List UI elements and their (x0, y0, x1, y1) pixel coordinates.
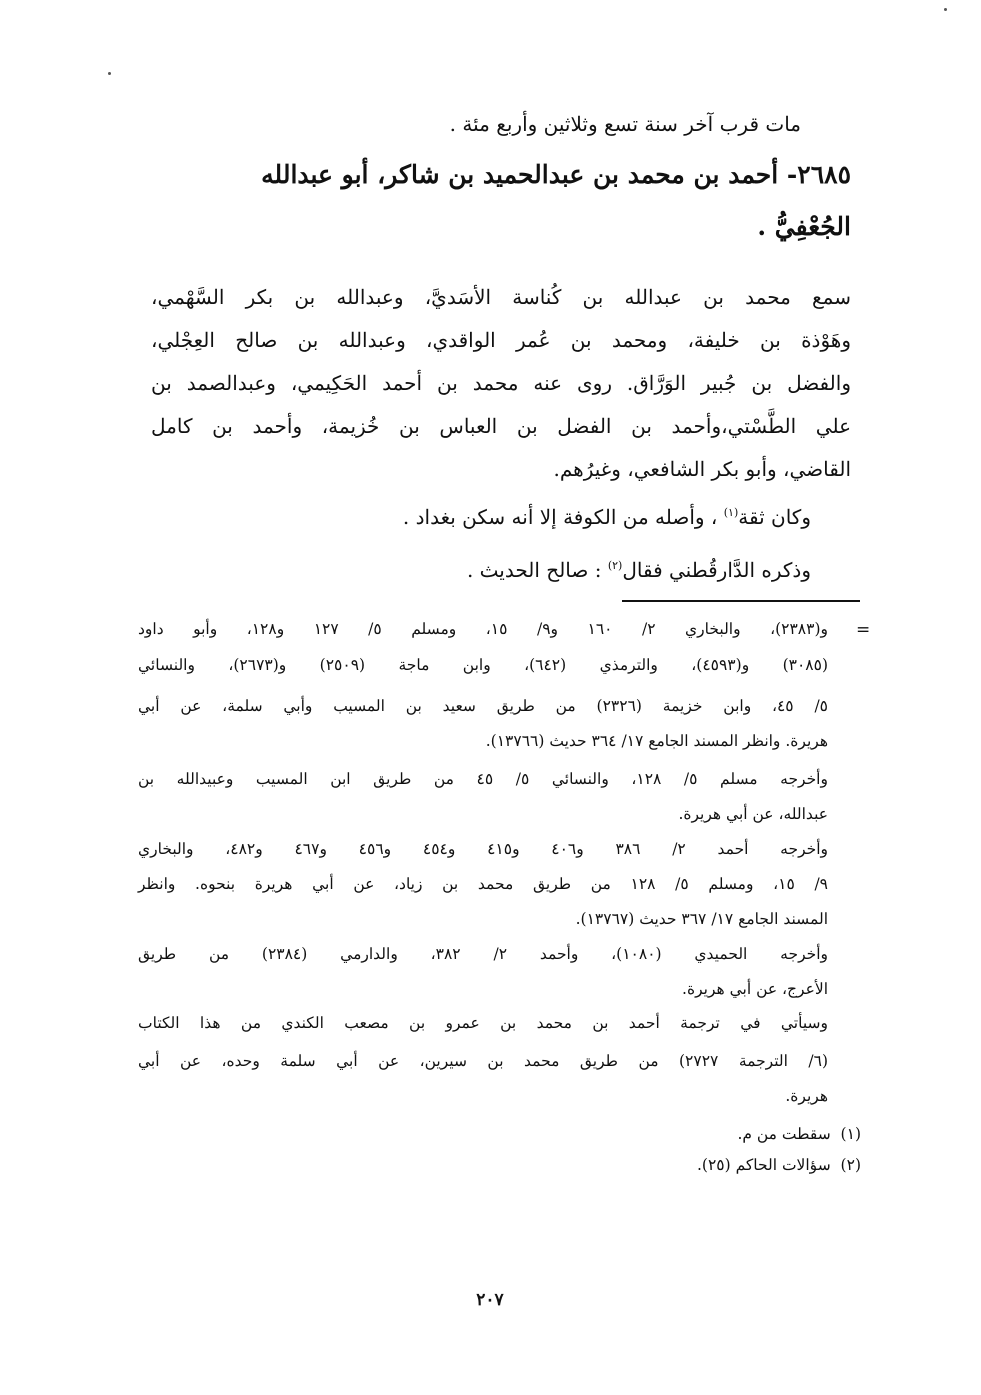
note-2 (697, 1156, 861, 1174)
daraqutni-line (467, 558, 811, 582)
footnote-line: هريرة. وانظر المسند الجامع ١٧/ ٣٦٤ حديث (١٣٧٦٦). (485, 732, 828, 750)
entry-heading-cont: الجُعْفِيُّ . (757, 212, 851, 241)
intro-line: مات قرب آخر سنة تسع وثلاثين وأربع مئة . (449, 112, 801, 136)
scan-speck (108, 72, 111, 75)
footnote-line: (٣٠٨٥) و(٤٥٩٣)، والترمذي (٦٤٢)، وابن ماجة (٢٥٠٩) و(٢٦٧٣)، والنسائي (138, 656, 828, 674)
body-line: علي الطَّسْتي،وأحمد بن الفضل بن العباس بن خُزيمة، وأحمد بن كامل (151, 414, 851, 438)
footnote-line: و(٢٣٨٣)، والبخاري ٢/ ١٦٠ و٩/ ١٥، ومسلم ٥/ ١٢٧ و١٢٨، وأبو داود (138, 620, 828, 638)
note-1-number: (١) (840, 1125, 861, 1143)
daraqutni-text: وذكره الدَّارقُطني فقال (622, 558, 811, 582)
scan-speck (944, 8, 947, 11)
footnote-line: عبدالله، عن أبي هريرة. (678, 805, 828, 823)
body-line: والفضل بن جُبير الوَرَّاق. روى عنه محمد بن أحمد الحَكِيمي، وعبدالصمد بن (151, 371, 851, 395)
page-number: ٢٠٧ (476, 1290, 504, 1310)
note-2-number: (٢) (840, 1156, 861, 1174)
footnote-line: وأخرجه الحميدي (١٠٨٠)، وأحمد ٢/ ٣٨٢، والدارمي (٢٣٨٤) من طريق (138, 945, 828, 963)
body-line: وهَوْذة بن خليفة، ومحمد بن عُمر الواقدي، وعبدالله بن صالح العِجْلي، (151, 328, 851, 352)
footnote-line: وأخرجه أحمد ٢/ ٣٨٦ و٤٠٦ و٤١٥ و٤٥٤ و٤٥٦ و٤٦٧ و٤٨٢، والبخاري (138, 840, 828, 858)
thiqa-text-rest: ، وأصله من الكوفة إلا أنه سكن بغداد . (402, 505, 724, 529)
footnote-line: المسند الجامع ١٧/ ٣٦٧ حديث (١٣٧٦٧). (575, 910, 828, 928)
continuation-mark: = (856, 620, 871, 640)
footnote-line: (٦/ الترجمة ٢٧٢٧) من طريق محمد بن سيرين، عن أبي سلمة وحده، عن أبي (138, 1052, 828, 1070)
footnote-line: وسيأتي في ترجمة أحمد بن محمد بن عمرو بن مصعب الكندي من هذا الكتاب (138, 1014, 828, 1032)
footnote-line: الأعرج، عن أبي هريرة. (682, 980, 828, 998)
footnote-ref-1: (١) (723, 506, 739, 519)
thiqa-text: وكان ثقة (738, 505, 811, 529)
footnote-line: ٥/ ٤٥، وابن خزيمة (٢٣٢٦) من طريق سعيد بن المسيب وأبي سلمة، عن أبي (138, 697, 828, 715)
footnote-line: هريرة. (785, 1087, 828, 1105)
footnote-ref-2: (٢) (607, 559, 623, 572)
body-line: القاضي، وأبو بكر الشافعي، وغيرُهم. (553, 457, 851, 481)
daraqutni-text-rest: : صالح الحديث . (466, 558, 608, 582)
entry-heading: ٢٦٨٥- أحمد بن محمد بن عبدالحميد بن شاكر، أبو عبدالله (261, 160, 851, 189)
footnote-line: ٩/ ١٥، ومسلم ٥/ ١٢٨ من طريق محمد بن زياد، عن أبي هريرة بنحوه. وانظر (138, 875, 828, 893)
footnote-line: وأخرجه مسلم ٥/ ١٢٨، والنسائي ٥/ ٤٥ من طريق ابن المسيب وعبيدالله بن (138, 770, 828, 788)
note-2-text: سؤالات الحاكم (٢٥). (696, 1156, 831, 1174)
thiqa-line (403, 505, 811, 529)
note-1 (737, 1125, 861, 1143)
note-1-text: سقطت من م. (737, 1125, 831, 1143)
footnote-separator (622, 600, 860, 602)
body-line: سمع محمد بن عبدالله بن كُناسة الأسَديَّ، وعبدالله بن بكر السَّهْمي، (151, 285, 851, 309)
